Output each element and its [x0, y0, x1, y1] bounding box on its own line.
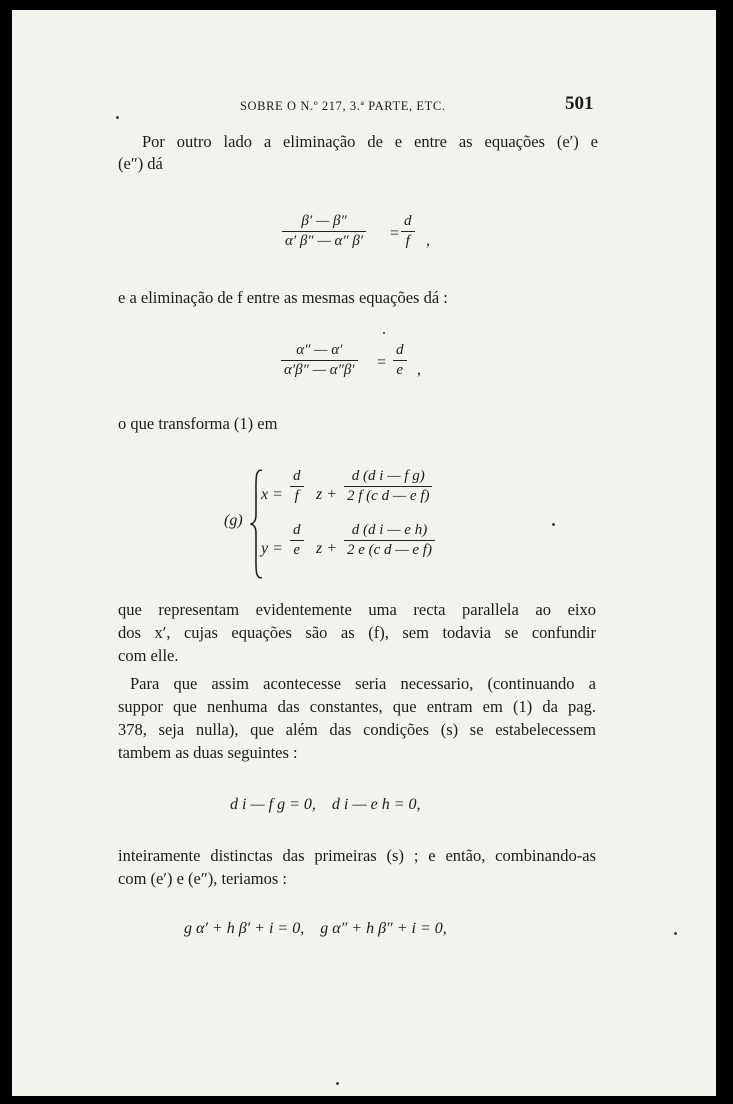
print-speck — [383, 332, 385, 334]
para6-line2: com (e′) e (e″), teriamos : — [118, 869, 287, 888]
book-page — [12, 10, 716, 1096]
row2-coef-num: d — [290, 522, 304, 541]
row2-mid: z + — [316, 540, 338, 557]
row1-mid: z + — [316, 486, 338, 503]
para5-line1: Para que assim acontecesse seria necessario, (continuando a — [130, 674, 596, 693]
para5-line4: tambem as duas seguintes : — [118, 743, 298, 762]
para3: o que transforma (1) em — [118, 414, 278, 433]
print-speck — [674, 932, 677, 935]
print-speck — [336, 1082, 339, 1085]
eq1-rhs-numerator: d — [401, 213, 415, 232]
eq1-equals: = — [390, 225, 400, 242]
eq1-lhs-fraction — [282, 213, 366, 250]
eq2-rhs-fraction — [393, 342, 407, 379]
eq2-lhs-fraction — [281, 342, 358, 379]
para4-line2: dos x′, cujas equações são as (f), sem todavia se confundir — [118, 623, 596, 642]
row2-fraction — [344, 522, 435, 559]
para2: e a eliminação de f entre as mesmas equações dá : — [118, 288, 448, 307]
eq2-comma: , — [417, 361, 421, 378]
row2-coefficient — [290, 522, 304, 559]
eq2-equals: = — [377, 354, 387, 371]
para4-line3: com elle. — [118, 646, 179, 665]
eq1-rhs-denominator: f — [405, 233, 410, 249]
para6-line1: inteiramente distinctas das primeiras (s) ; e então, combinando-as — [118, 846, 596, 865]
eq4: g α′ + h β′ + i = 0, g α″ + h β″ + i = 0, — [184, 920, 447, 937]
row2-coef-den: e — [293, 542, 301, 558]
print-speck — [116, 116, 119, 119]
row1-lhs: x = — [261, 486, 283, 503]
row1-frac-num: d (d i — f g) — [344, 468, 432, 487]
para4-line1: que representam evidentemente uma recta parallela ao eixo — [118, 600, 596, 619]
para5-line2: suppor que nenhuma das constantes, que entram em (1) da pag. — [118, 697, 596, 716]
row2-frac-den: 2 e (c d — e f) — [347, 542, 432, 558]
eq2-rhs-denominator: e — [396, 362, 404, 378]
row2-frac-num: d (d i — e h) — [344, 522, 435, 541]
eq2-denominator: α′β″ — α″β′ — [284, 362, 355, 378]
left-brace — [250, 468, 264, 580]
eq1-denominator: α′ β″ — α″ β′ — [285, 233, 364, 249]
eq1-rhs-fraction — [401, 213, 415, 250]
running-title: SOBRE O N.º 217, 3.ª PARTE, ETC. — [240, 99, 446, 113]
eq3: d i — f g = 0, d i — e h = 0, — [230, 796, 421, 813]
row1-fraction — [344, 468, 432, 505]
row1-coefficient — [290, 468, 304, 505]
para1-line2: (e″) dá — [118, 154, 163, 173]
eq1-comma: , — [426, 232, 430, 249]
print-speck — [552, 523, 555, 526]
row2-lhs: y = — [261, 540, 283, 557]
row1-coef-num: d — [290, 468, 304, 487]
eq1-numerator: β′ — β″ — [282, 213, 366, 232]
page-number: 501 — [565, 93, 594, 114]
para1-line1: Por outro lado a eliminação de e entre as equações (e′) e — [142, 132, 598, 151]
para5-line3: 378, seja nulla), que além das condições (s) se estabelecessem — [118, 720, 596, 739]
system-label: (g) — [224, 512, 243, 529]
row1-frac-den: 2 f (c d — e f) — [347, 488, 430, 504]
eq2-rhs-numerator: d — [393, 342, 407, 361]
row1-coef-den: f — [294, 488, 299, 504]
eq2-numerator: α″ — α′ — [281, 342, 358, 361]
